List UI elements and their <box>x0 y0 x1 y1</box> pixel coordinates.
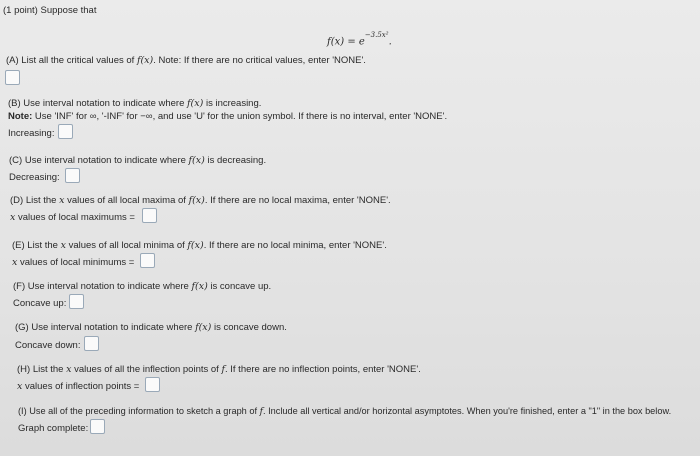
local-min-label <box>12 257 134 268</box>
inflection-x: x <box>17 381 23 392</box>
function-period: . <box>388 36 392 48</box>
part-c-fx: f(x) <box>188 155 205 166</box>
local-min-text: values of local minimums = <box>17 257 135 268</box>
part-g-text-end: is concave down. <box>211 322 287 333</box>
inflection-text: values of inflection points = <box>22 381 140 392</box>
part-a-prompt <box>6 55 366 66</box>
part-d-text-end: . If there are no local maxima, enter 'NONE'. <box>204 195 391 206</box>
part-b-prompt <box>8 98 261 109</box>
part-f-text-end: is concave up. <box>207 281 272 292</box>
concave-up-input[interactable] <box>69 294 84 309</box>
function-definition <box>327 31 392 48</box>
local-maxima-input[interactable] <box>142 208 157 223</box>
part-c-text-end: is decreasing. <box>204 155 267 166</box>
function-lhs: f(x) = e <box>327 36 365 48</box>
part-e-text-end: . If there are no local minima, enter 'NONE'. <box>203 240 387 251</box>
part-e-text: (E) List the <box>12 240 61 251</box>
inflection-label <box>17 381 139 392</box>
local-max-x: x <box>10 212 16 223</box>
part-f-prompt <box>13 281 271 292</box>
part-g-prompt <box>15 322 287 333</box>
local-minima-input[interactable] <box>140 253 155 268</box>
part-g-fx: f(x) <box>195 322 212 333</box>
part-e-x: x <box>60 240 66 251</box>
part-h-text-end: . If there are no inflection points, enter 'NONE'. <box>224 364 421 375</box>
part-e-prompt <box>12 240 387 251</box>
part-h-prompt <box>17 364 421 375</box>
part-e-fx: f(x) <box>187 240 204 251</box>
part-d-fx: f(x) <box>188 195 205 206</box>
critical-values-input[interactable] <box>5 70 20 85</box>
part-h-fx: f <box>221 364 225 375</box>
part-b-fx: f(x) <box>187 98 204 109</box>
note-label: Note: <box>8 111 33 122</box>
part-b-text: (B) Use interval notation to indicate where <box>8 98 188 109</box>
part-h-text: (H) List the <box>17 364 67 375</box>
part-i-f: f <box>259 406 263 417</box>
part-i-prompt <box>18 406 671 417</box>
part-e-text-mid: values of all local minima of <box>65 240 188 251</box>
part-a-fx: f(x) <box>136 55 154 66</box>
note-text: Use 'INF' for ∞, '-INF' for −∞, and use 'U' for the union symbol. If there is no interval, enter 'NONE'. <box>32 111 448 122</box>
decreasing-label: Decreasing: <box>9 172 60 183</box>
part-c-prompt <box>9 155 266 166</box>
part-h-x: x <box>66 364 72 375</box>
part-f-fx: f(x) <box>191 281 208 292</box>
part-i-text-end: . Include all vertical and/or horizontal asymptotes. When you're finished, enter a "1" in the box below. <box>262 406 672 416</box>
part-b-note <box>8 111 447 122</box>
local-min-x: x <box>12 257 18 268</box>
part-a-text: (A) List all the critical values of <box>6 55 137 66</box>
graph-complete-input[interactable] <box>90 419 105 434</box>
decreasing-input[interactable] <box>65 168 80 183</box>
part-c-text: (C) Use interval notation to indicate where <box>9 155 189 166</box>
increasing-label: Increasing: <box>8 128 55 139</box>
part-d-text-mid: values of all local maxima of <box>64 195 189 206</box>
function-exponent: −3.5x² <box>364 31 389 39</box>
points-header: (1 point) Suppose that <box>3 5 97 16</box>
increasing-input[interactable] <box>58 124 73 139</box>
concave-down-label: Concave down: <box>15 340 81 351</box>
concave-down-input[interactable] <box>84 336 99 351</box>
part-a-note: . Note: If there are no critical values, enter 'NONE'. <box>153 55 366 66</box>
part-f-text: (F) Use interval notation to indicate where <box>13 281 192 292</box>
part-d-prompt <box>10 195 391 206</box>
part-g-text: (G) Use interval notation to indicate where <box>15 322 196 333</box>
concave-up-label: Concave up: <box>13 298 67 309</box>
part-i-text: (I) Use all of the preceding information to sketch a graph of <box>18 406 260 416</box>
local-max-text: values of local maximums = <box>15 212 135 223</box>
part-d-x: x <box>59 195 65 206</box>
graph-complete-label: Graph complete: <box>18 423 89 434</box>
inflection-points-input[interactable] <box>145 377 160 392</box>
part-b-text-end: is increasing. <box>203 98 262 109</box>
part-h-text-mid: values of all the inflection points of <box>71 364 222 375</box>
local-max-label <box>10 212 135 223</box>
part-d-text: (D) List the <box>10 195 60 206</box>
